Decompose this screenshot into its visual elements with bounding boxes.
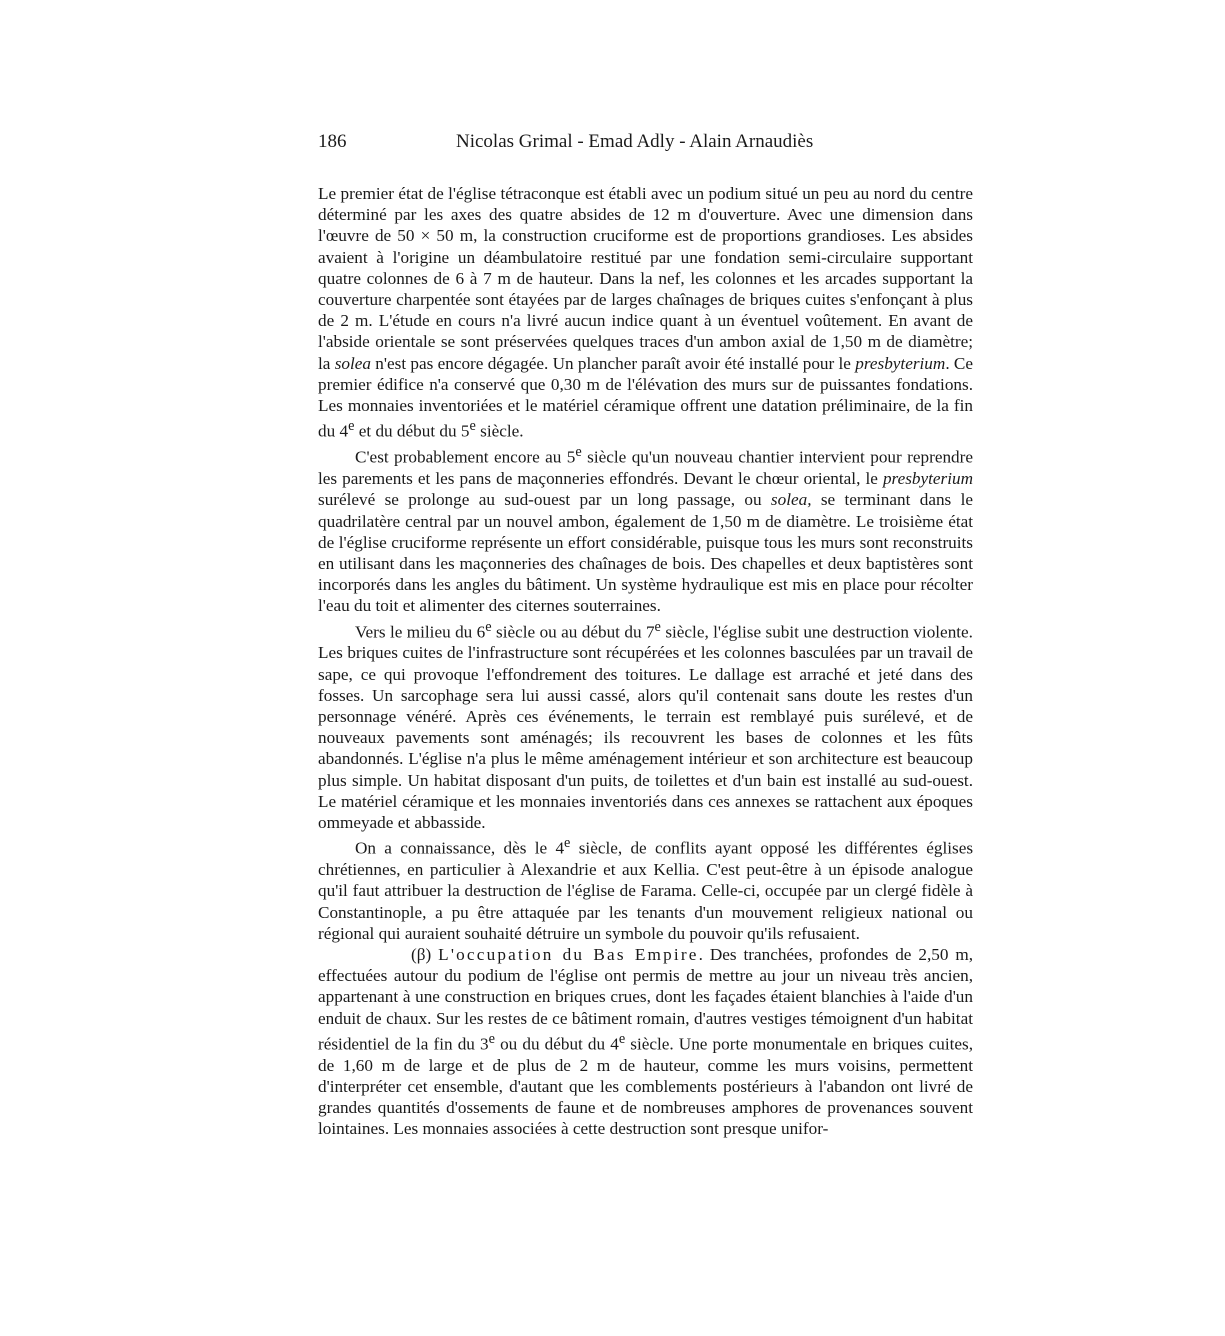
- text-run: . Des tranchées, profondes de 2,50 m, effectuées autour du podium de l'église ont permis de mettre au jour un niveau très ancien, appartenant à une construction en briques crues, dont les façades étaient blanchies à l'aide d'un enduit de chaux. Sur les restes de ce bâtiment romain, d'autres vestiges témoignent d'un habitat résidentiel de la fin du 3: [318, 945, 974, 1054]
- section-heading: L'occupation du Bas Empire: [438, 945, 699, 965]
- superscript: e: [348, 418, 355, 435]
- superscript: e: [654, 618, 661, 635]
- text-run: ou du début du 4: [494, 1034, 619, 1054]
- superscript: e: [469, 418, 476, 435]
- page-number: 186: [318, 131, 347, 152]
- running-head: Nicolas Grimal - Emad Adly - Alain Arnaudiès: [456, 131, 814, 152]
- text-run: siècle, l'église subit une destruction violente. Les briques cuites de l'infrastructure sont récupérées et les colonnes basculées par un travail de sape, ce qui provoque l'effondrement des toitures. Le dallage est arraché et jeté dans des fosses. Un sarcophage sera lui aussi cassé, alors qu'il contenait sans doute les restes d'un personnage vénéré. Après ces événements, le terrain est remblayé puis surélevé, et de nouveaux pavements sont aménagés; ils recouvrent les bases de colonnes et les fûts abandonnés. L'église n'a plus le même aménagement intérieur et son architecture est beaucoup plus simple. Un habitat disposant d'un puits, de toilettes et d'un bain est installé au sud-ouest. Le matériel céramique et les monnaies inventoriés dans ces annexes se rattachent aux époques ommeyade et abbasside.: [318, 622, 973, 833]
- italic-term: solea,: [770, 490, 812, 510]
- text-run: se terminant dans le quadrilatère central par un nouvel ambon, également de 1,50 m de diamètre. Le troisième état de l'église cruciforme représente un effort considérable, puisque tous les murs sont reconstruits en utilisant dans les maçonneries des chaînages de bois. Des chapelles et deux baptistères sont incorporés dans les angles du bâtiment. Un système hydraulique est mis en place pour récolter l'eau du toit et alimenter des citernes souterraines.: [318, 490, 973, 616]
- text-run: siècle ou au début du 7: [491, 622, 655, 642]
- italic-term: solea: [334, 353, 371, 373]
- text-run: C'est probablement encore au 5: [355, 447, 576, 467]
- superscript: e: [485, 618, 492, 635]
- superscript: e: [618, 1030, 626, 1047]
- text-run: et du début du 5: [354, 421, 470, 441]
- text-run: n'est pas encore dégagée. Un plancher paraît avoir été installé pour le: [371, 353, 856, 373]
- text-run: Le premier état de l'église tétraconque est établi avec un podium situé un peu au nord du centre déterminé par les axes des quatre absides de 12 m d'ouverture. Avec une dimension dans l'œuvre de 50 × 50 m, la construction cruciforme est de proportions grandioses. Les absides avaient à l'origine un déambulatoire restitué par une fondation semi-circulaire supportant quatre colonnes de 6 à 7 m de hauteur. Dans la nef, les colonnes et les arcades supportant la couverture charpentée sont étayées par de larges chaînages de briques cuites s'enfonçant à plus de 2 m. L'étude en cours n'a livré aucun indice quant à un éventuel voûtement. En avant de l'abside orientale se sont préservées quelques traces d'un ambon axial de 1,50 m de diamètre; la: [318, 184, 973, 373]
- text-run: siècle, de conflits ayant opposé les différentes églises chrétiennes, en particulier à Alexandrie et aux Kellia. C'est peut-être à un épisode analogue qu'il faut attribuer la destruction de l'église de Farama. Celle-ci, occupée par un clergé fidèle à Constantinople, a pu être attaquée par les tenants d'un mouvement religieux national ou régional qui auraient souhaité détruire un symbole du pouvoir qu'ils refusaient.: [318, 839, 974, 943]
- italic-term: presbyterium: [855, 353, 946, 373]
- body-text: [318, 183, 973, 1140]
- text-run: siècle.: [475, 421, 524, 441]
- superscript: e: [564, 835, 571, 852]
- superscript: e: [575, 444, 582, 461]
- text-run: . Ce premier édifice n'a conservé que 0,30 m de l'élévation des murs sur de puissantes fondations. Les monnaies inventoriées et le matériel céramique offrent une datation préliminaire, de la fin du 4: [318, 353, 974, 441]
- section-marker: (β): [411, 945, 432, 965]
- paragraph-3: [318, 617, 973, 834]
- paragraph-1: [318, 183, 973, 442]
- text-run: surélevé se prolonge au sud-ouest par un long passage, ou: [318, 490, 771, 510]
- text-run: siècle qu'un nouveau chantier intervient pour reprendre les parements et les pans de maçonneries effondrés. Devant le chœur oriental, le: [318, 447, 973, 489]
- text-run: On a connaissance, dès le 4: [355, 839, 565, 859]
- text-run: Vers le milieu du 6: [355, 622, 486, 642]
- paragraph-4: [318, 833, 973, 944]
- superscript: e: [488, 1030, 495, 1047]
- text-run: siècle. Une porte monumentale en briques cuites, de 1,60 m de large et de plus de 2 m de hauteur, comme les murs voisins, permettent d'interpréter cet ensemble, d'autant que les comblements postérieurs à l'abandon ont livré de grandes quantités d'ossements de faune et de nombreuses amphores de provenances souvent lointaines. Les monnaies associées à cette destruction sont presque unifor-: [318, 1034, 974, 1139]
- paragraph-2: [318, 442, 973, 616]
- paragraph-5: [318, 944, 973, 1140]
- italic-term: presbyterium: [882, 469, 973, 489]
